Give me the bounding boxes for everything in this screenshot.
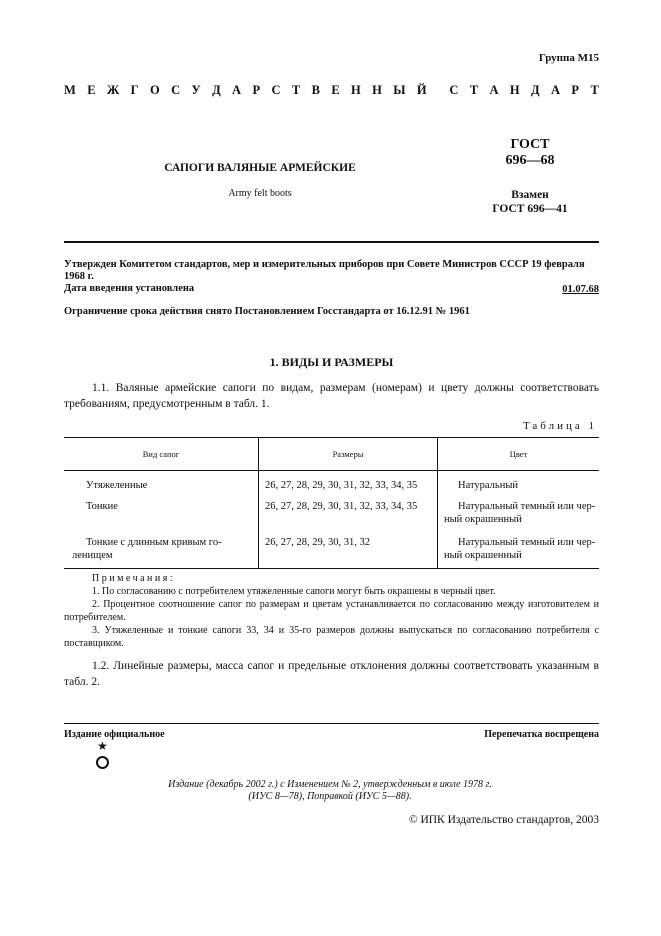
- standard-type-heading: [64, 83, 599, 98]
- table-row: [64, 536, 599, 569]
- heading-letter: А: [489, 83, 499, 97]
- heading-letter: Г: [130, 83, 139, 97]
- edition-line-2: (ИУС 8—78), Поправкой (ИУС 5—88).: [248, 791, 412, 802]
- date-intro: Дата введения установлена: [64, 283, 195, 294]
- heading-letter: Ы: [393, 83, 406, 97]
- limit-removed-text: Ограничение срока действия снято Постановлением Госстандарта от 16.12.91 № 1961: [64, 306, 470, 317]
- header-divider: [64, 241, 599, 243]
- table-row: [64, 471, 599, 501]
- cell-sizes: 26, 27, 28, 29, 30, 31, 32, 33, 34, 35: [259, 500, 438, 536]
- replaces-number: ГОСТ 696—41: [492, 203, 568, 215]
- replaces-block: [470, 188, 590, 216]
- heading-letter: У: [191, 83, 201, 97]
- heading-letter: С: [271, 83, 281, 97]
- replaces-label: Взамен: [511, 189, 549, 201]
- document-subtitle: Army felt boots: [228, 188, 292, 199]
- heading-letter: М: [64, 83, 76, 97]
- heading-letter: Д: [531, 83, 540, 97]
- heading-letter: Н: [351, 83, 361, 97]
- heading-letter: Ж: [106, 83, 120, 97]
- gost-designation: [470, 137, 590, 169]
- introduction-date: 01.07.68: [562, 284, 599, 295]
- cell-type: Утяжеленные: [86, 480, 148, 491]
- note-item: 2. Процентное соотношение сапог по размерам и цветам устанавливается по согласованию между изготовителем и потребителем.: [64, 599, 599, 623]
- table-header-row: [64, 438, 599, 471]
- heading-letter: Д: [212, 83, 221, 97]
- cell-color: Натуральный темный или чер-ный окрашенный: [444, 537, 596, 561]
- heading-letter: Т: [291, 83, 301, 97]
- approved-by: Утвержден Комитетом стандартов, мер и измерительных приборов при Совете Министров СССР 19 февраля 1968 г.: [64, 259, 585, 282]
- approval-text: [64, 259, 599, 295]
- table-header-color: Цвет: [438, 438, 600, 471]
- group-label: Группа М15: [538, 52, 599, 64]
- section-heading: 1. ВИДЫ И РАЗМЕРЫ: [269, 355, 394, 369]
- heading-letter: Т: [469, 83, 479, 97]
- table-header-type: Вид сапог: [64, 438, 259, 471]
- note-item: 3. Утяжеленные и тонкие сапоги 33, 34 и 35-го размеров должны выпускаться по согласованию потребителя с поставщиком.: [64, 625, 599, 649]
- table-notes: [64, 572, 599, 650]
- heading-letter: С: [171, 83, 181, 97]
- heading-letter: Т: [590, 83, 599, 97]
- reprint-prohibited-label: Перепечатка воспрещена: [484, 729, 599, 740]
- gost-number: 696—68: [505, 153, 555, 168]
- note-item: 1. По согласованию с потребителем утяжеленные сапоги могут быть окрашены в черный цвет.: [92, 586, 496, 597]
- heading-letter: Й: [416, 83, 427, 97]
- cell-color: Натуральный: [458, 480, 518, 491]
- heading-letter: Р: [571, 83, 580, 97]
- footer-divider: [64, 723, 599, 724]
- sizes-table: [64, 437, 599, 569]
- document-title: САПОГИ ВАЛЯНЫЕ АРМЕЙСКИЕ: [164, 162, 356, 174]
- heading-letter: Р: [252, 83, 261, 97]
- heading-letter: В: [311, 83, 320, 97]
- star-icon: ★: [97, 739, 108, 753]
- heading-letter: Е: [87, 83, 96, 97]
- cell-sizes: 26, 27, 28, 29, 30, 31, 32: [259, 536, 438, 569]
- table-caption: Таблица 1: [522, 420, 597, 432]
- paragraph-1-2: 1.2. Линейные размеры, масса сапог и предельные отклонения должны соответствовать указанным в табл. 2.: [64, 660, 599, 688]
- gost-label: ГОСТ: [510, 137, 550, 152]
- edition-line-1: Издание (декабрь 2002 г.) с Изменением № 2, утвержденным в июле 1978 г.: [168, 779, 492, 790]
- table-row: [64, 500, 599, 536]
- heading-letter: Е: [331, 83, 340, 97]
- cell-type: Тонкие: [86, 501, 118, 512]
- heading-letter: О: [149, 83, 160, 97]
- cell-type: Тонкие с длинным кривым го-ленищем: [72, 537, 222, 561]
- circle-icon: [96, 756, 109, 769]
- heading-letter: А: [232, 83, 242, 97]
- notes-heading: Примечания:: [92, 573, 176, 584]
- heading-letter: Н: [372, 83, 382, 97]
- heading-letter: А: [551, 83, 561, 97]
- edition-info: [130, 779, 530, 803]
- heading-letter: Н: [509, 83, 520, 97]
- paragraph-1-1: 1.1. Валяные армейские сапоги по видам, размерам (номерам) и цвету должны соответствовать требованиям, предусмотренным в табл. 1.: [64, 382, 599, 410]
- copyright: © ИПК Издательство стандартов, 2003: [408, 814, 599, 826]
- cell-color: Натуральный темный или чер-ный окрашенный: [444, 501, 596, 525]
- table-header-sizes: Размеры: [259, 438, 438, 471]
- cell-sizes: 26, 27, 28, 29, 30, 31, 32, 33, 34, 35: [259, 471, 438, 501]
- official-edition-label: Издание официальное: [64, 729, 165, 740]
- heading-letter: С: [449, 83, 459, 97]
